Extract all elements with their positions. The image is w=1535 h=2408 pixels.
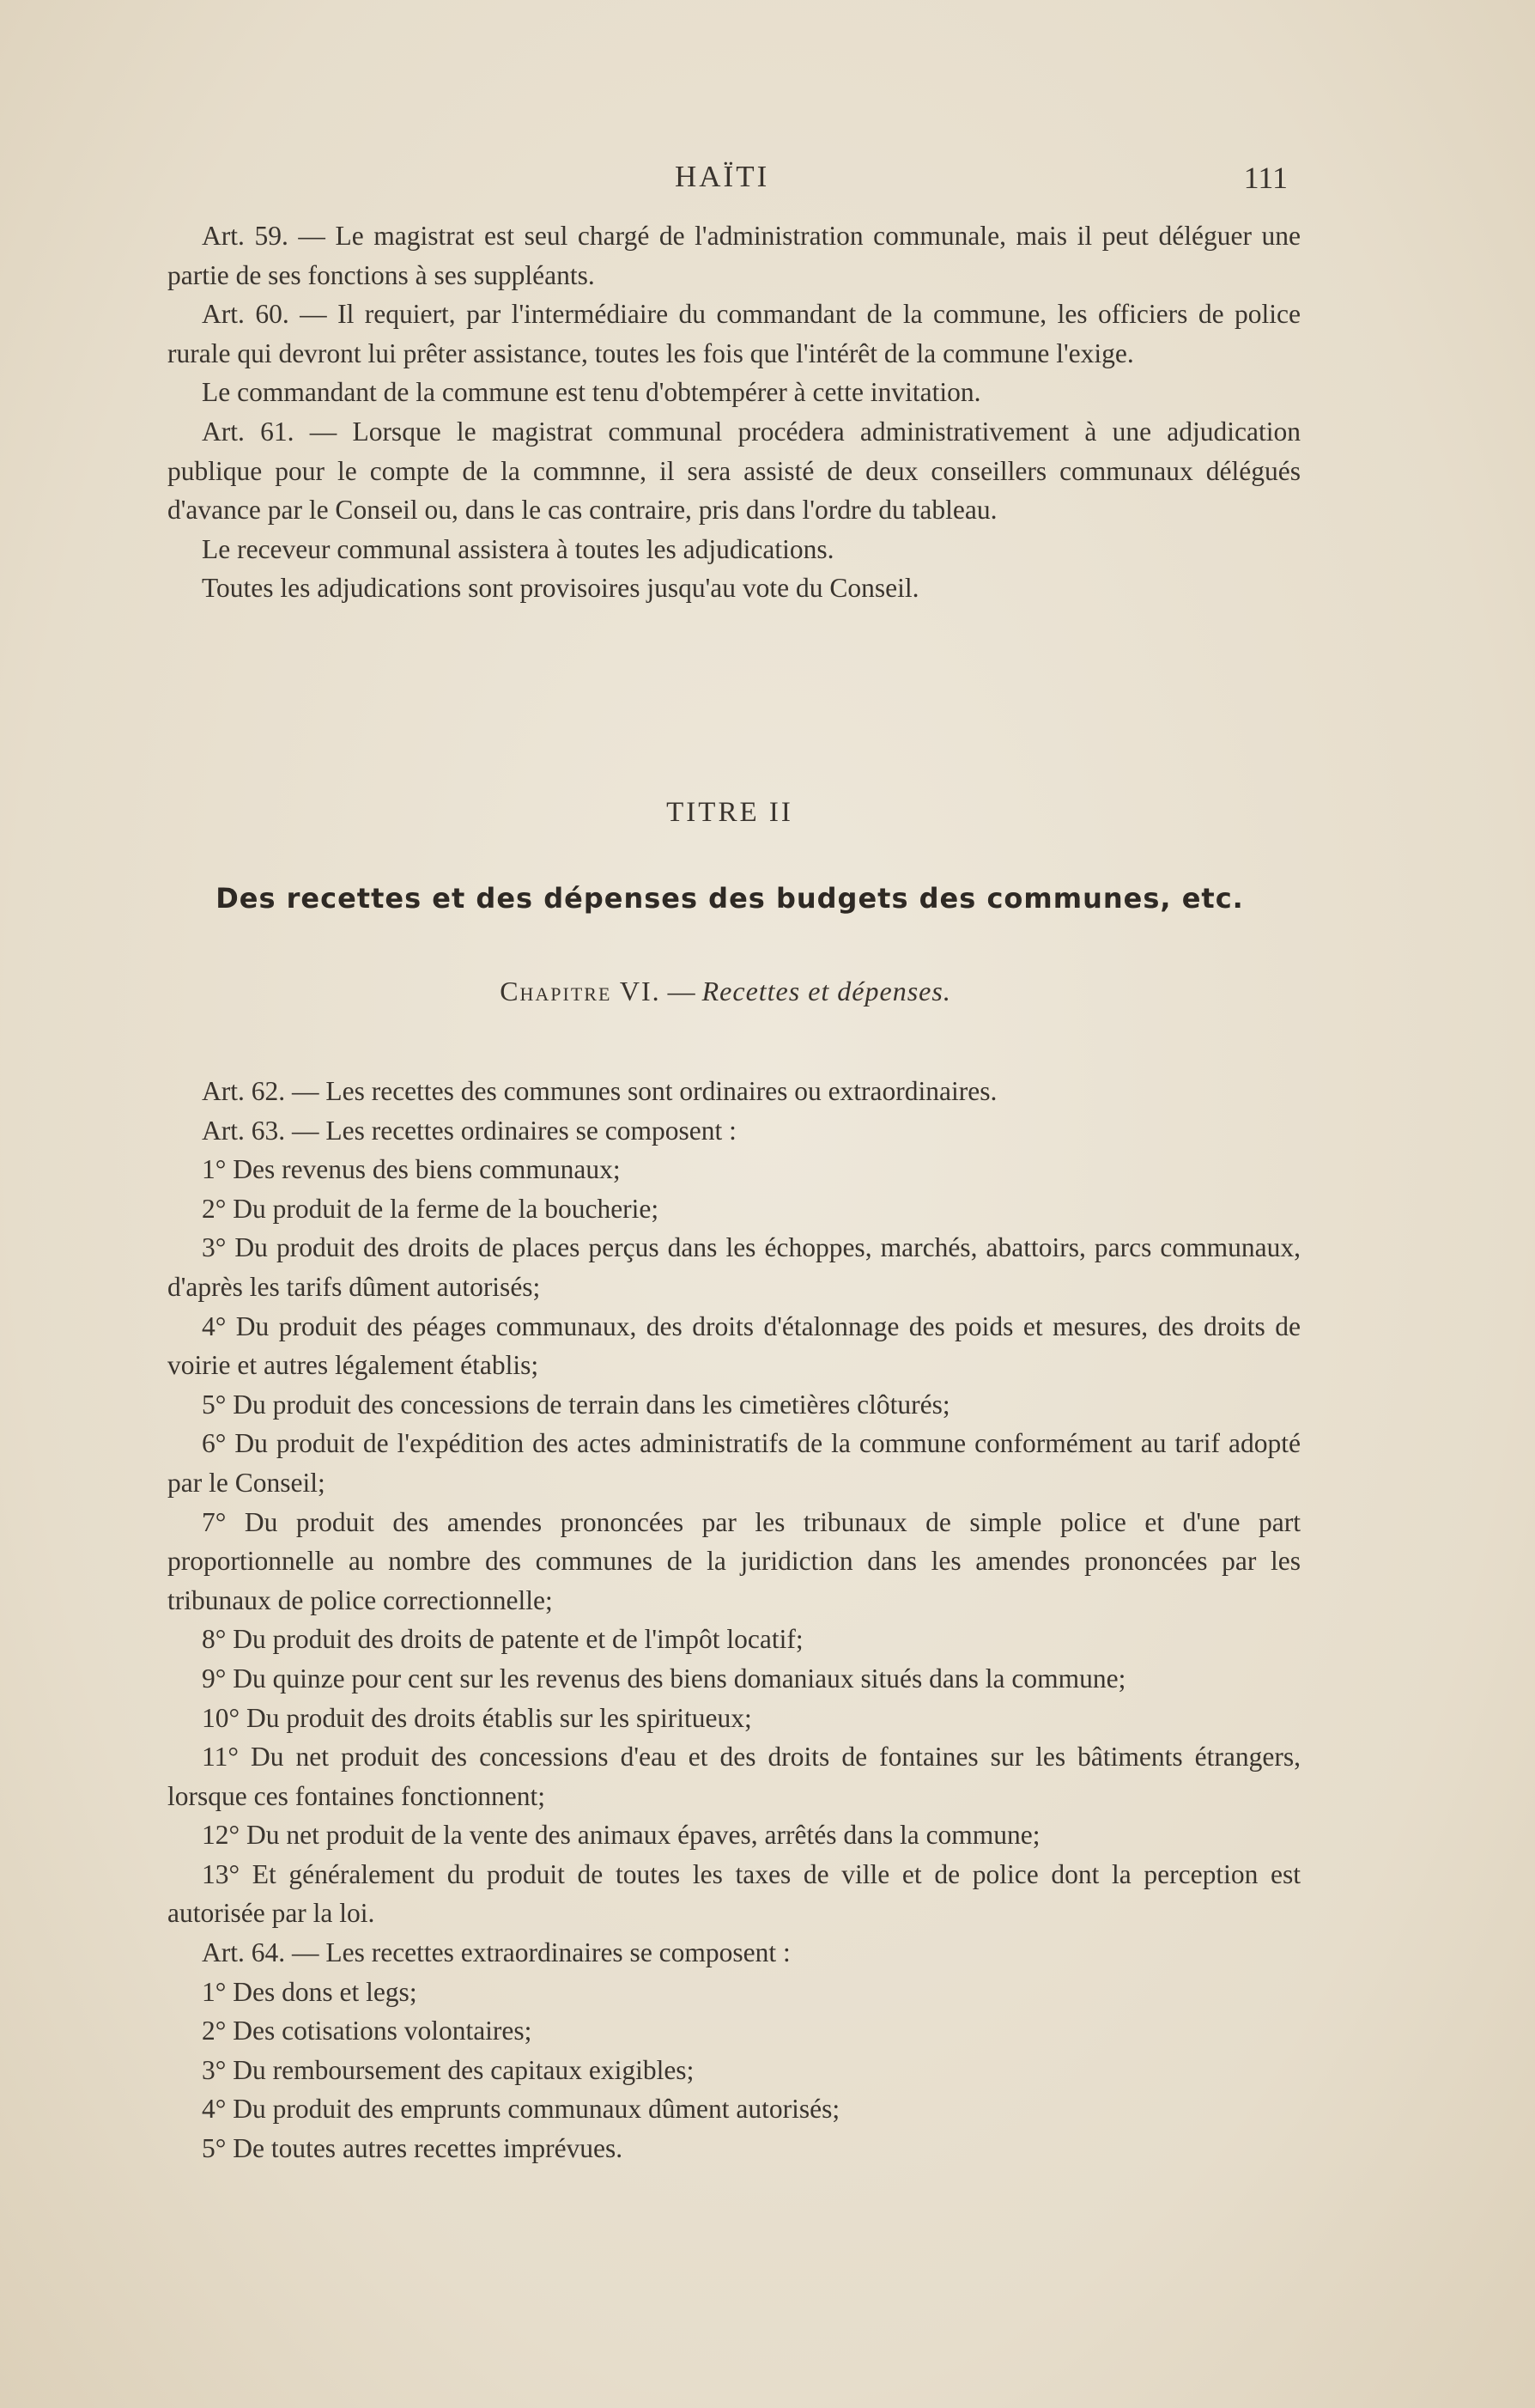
paragraph-receveur: Le receveur communal assistera à toutes les adjudications.	[202, 533, 834, 564]
paragraph-art-60: Art. 60. — Il requiert, par l'intermédiaire du commandant de la commune, les officiers de police rurale qui devront lui prêter assistance, toutes les fois que l'intérêt de la commune l'exige.	[167, 299, 1301, 368]
list-item-ordinary-3: 3° Du produit des droits de places perçus dans les échoppes, marchés, abattoirs, parcs communaux, d'après les tarifs dûment autorisés;	[167, 1232, 1301, 1302]
list-item-ordinary-8: 8° Du produit des droits de patente et de l'impôt locatif;	[202, 1624, 804, 1655]
list-item-ordinary-5: 5° Du produit des concessions de terrain dans les cimetières clôturés;	[202, 1389, 950, 1420]
chapter-dash: —	[660, 976, 702, 1006]
paragraph-art-64: Art. 64. — Les recettes extraordinaires se composent :	[202, 1937, 791, 1968]
list-item-ordinary-10: 10° Du produit des droits établis sur les spiritueux;	[202, 1702, 752, 1733]
page-number: 111	[1243, 161, 1288, 195]
paragraph-art-59: Art. 59. — Le magistrat est seul chargé de l'administration communale, mais il peut déléguer une partie de ses fonctions à ses suppléants.	[167, 221, 1301, 290]
running-header	[172, 160, 1288, 203]
list-item-extraordinary-5: 5° De toutes autres recettes imprévues.	[202, 2133, 623, 2164]
paragraph-commandant: Le commandant de la commune est tenu d'obtempérer à cette invitation.	[202, 377, 981, 408]
paragraph-art-63: Art. 63. — Les recettes ordinaires se composent :	[202, 1115, 737, 1146]
list-item-ordinary-2: 2° Du produit de la ferme de la boucherie;	[202, 1193, 659, 1224]
list-item-ordinary-9: 9° Du quinze pour cent sur les revenus des biens domaniaux situés dans la commune;	[202, 1663, 1126, 1694]
titre-heading: TITRE II	[666, 797, 793, 828]
list-item-extraordinary-3: 3° Du remboursement des capitaux exigibles;	[202, 2054, 695, 2085]
list-item-extraordinary-4: 4° Du produit des emprunts communaux dûment autorisés;	[202, 2094, 840, 2125]
paragraph-art-61: Art. 61. — Lorsque le magistrat communal procédera administrativement à une adjudication publique pour le compte de la commnne, il sera assisté de deux conseillers communaux délégués d'avance par le Conseil ou, dans le cas contraire, pris dans l'ordre du tableau.	[167, 416, 1301, 526]
list-item-ordinary-7: 7° Du produit des amendes prononcées par les tribunaux de simple police et d'une part proportionnelle au nombre des communes de la juridiction dans les amendes prononcées par les tribunaux de police correctionnelle;	[167, 1506, 1301, 1615]
running-title: HAÏTI	[675, 160, 770, 193]
chapter-heading	[0, 976, 1451, 1007]
list-item-extraordinary-2: 2° Des cotisations volontaires;	[202, 2016, 532, 2046]
list-item-extraordinary-1: 1° Des dons et legs;	[202, 1976, 417, 2007]
section-heading: Des recettes et des dépenses des budgets des communes, etc.	[215, 882, 1244, 915]
paragraph-adjudications: Toutes les adjudications sont provisoires jusqu'au vote du Conseil.	[202, 573, 919, 604]
list-item-ordinary-4: 4° Du produit des péages communaux, des droits d'étalonnage des poids et mesures, des droits de voirie et autres légalement établis;	[167, 1310, 1301, 1381]
section-articles-59-61	[167, 216, 1301, 608]
list-item-ordinary-1: 1° Des revenus des biens communaux;	[202, 1154, 621, 1185]
section-articles-62-64	[167, 1072, 1301, 2168]
paragraph-art-62: Art. 62. — Les recettes des communes sont ordinaires ou extraordinaires.	[202, 1076, 998, 1106]
chapter-title: Recettes et dépenses.	[701, 976, 951, 1006]
list-item-ordinary-13: 13° Et généralement du produit de toutes les taxes de ville et de police dont la perception est autorisée par la loi.	[167, 1858, 1301, 1929]
list-item-ordinary-6: 6° Du produit de l'expédition des actes administratifs de la commune conformément au tarif adopté par le Conseil;	[167, 1428, 1301, 1498]
list-item-ordinary-11: 11° Du net produit des concessions d'eau et des droits de fontaines sur les bâtiments étrangers, lorsque ces fontaines fonctionnent;	[167, 1742, 1301, 1811]
list-item-ordinary-12: 12° Du net produit de la vente des animaux épaves, arrêtés dans la commune;	[202, 1820, 1041, 1851]
chapter-label: Chapitre VI.	[500, 976, 661, 1006]
